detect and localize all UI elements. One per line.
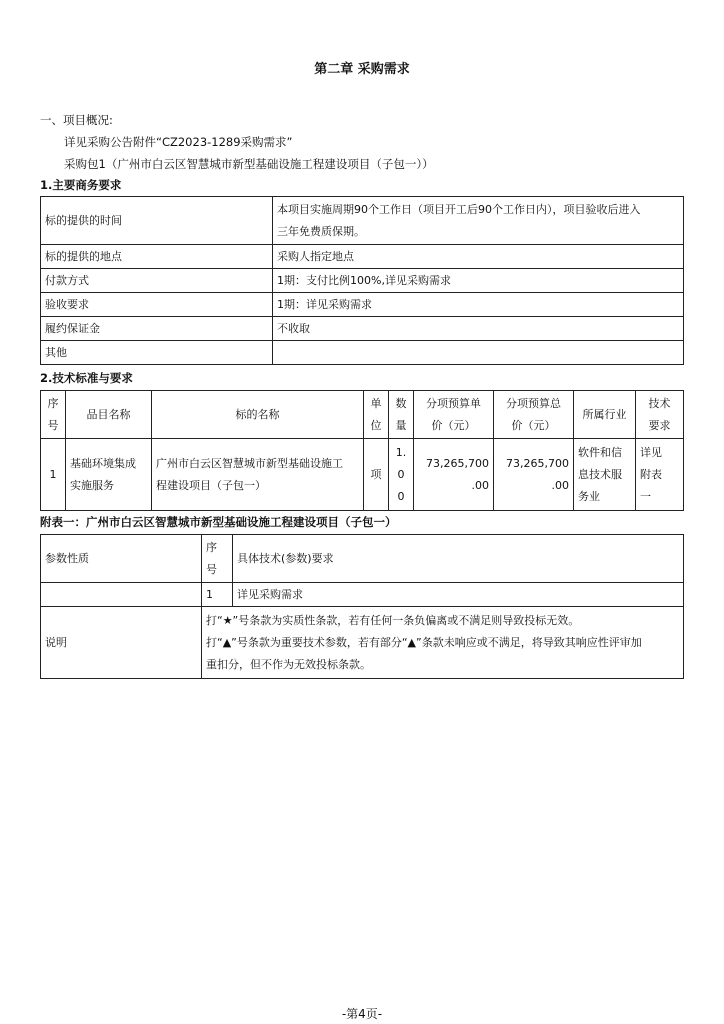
header-no bbox=[202, 535, 233, 583]
tech-heading: 2.技术标准与要求 bbox=[40, 371, 133, 385]
cell-text: 务业 bbox=[578, 489, 600, 503]
table-cell-value bbox=[273, 341, 684, 365]
cell-name bbox=[152, 439, 364, 511]
cell-no: 1 bbox=[202, 583, 233, 607]
note-line: 打“▲”号条款为重要技术参数，若有部分“▲”条款未响应或不满足，将导致其响应性评审加 bbox=[206, 635, 642, 649]
table-cell-label: 验收要求 bbox=[41, 293, 273, 317]
cell-note-label: 说明 bbox=[41, 607, 202, 679]
cell-text: 1. bbox=[395, 445, 407, 459]
cell-text: 基础环境集成 bbox=[70, 456, 136, 470]
cell-text: 一 bbox=[640, 489, 651, 503]
value-line: 本项目实施周期90个工作日（项目开工后90个工作日内），项目验收后进入 bbox=[277, 202, 641, 216]
value-line: 三年免费质保期。 bbox=[277, 224, 365, 238]
table-row bbox=[41, 607, 684, 679]
table-row bbox=[41, 269, 684, 293]
header-unit-price bbox=[414, 391, 494, 439]
table-row bbox=[41, 245, 684, 269]
overview-line-1: 详见采购公告附件“CZ2023-1289采购需求” bbox=[64, 135, 293, 149]
table-cell-label: 标的提供的地点 bbox=[41, 245, 273, 269]
header-nature: 参数性质 bbox=[41, 535, 202, 583]
header-text: 序 bbox=[47, 396, 59, 410]
cell-note bbox=[202, 607, 684, 679]
table-cell-label: 履约保证金 bbox=[41, 317, 273, 341]
cell-text: 软件和信 bbox=[578, 445, 622, 459]
header-total bbox=[494, 391, 574, 439]
cell-text: 实施服务 bbox=[70, 478, 114, 492]
cell-industry bbox=[574, 439, 636, 511]
header-text: 号 bbox=[47, 418, 59, 432]
note-line: 打“★”号条款为实质性条款，若有任何一条负偏离或不满足则导致投标无效。 bbox=[206, 613, 580, 627]
header-text: 价（元） bbox=[431, 418, 476, 432]
table-cell-value: 1期：支付比例100%,详见采购需求 bbox=[273, 269, 684, 293]
header-spec: 具体技术(参数)要求 bbox=[233, 535, 684, 583]
note-line: 重扣分，但不作为无效投标条款。 bbox=[206, 657, 371, 671]
cell-unit-price bbox=[414, 439, 494, 511]
table-cell-label: 标的提供的时间 bbox=[41, 197, 273, 245]
header-text: 价（元） bbox=[511, 418, 556, 432]
overview-heading: 一、项目概况: bbox=[40, 113, 113, 127]
table-row bbox=[41, 583, 684, 607]
cell-spec: 详见采购需求 bbox=[233, 583, 684, 607]
header-text: 序 bbox=[206, 540, 217, 554]
cell-text: .00 bbox=[471, 478, 489, 492]
table-cell-value: 不收取 bbox=[273, 317, 684, 341]
business-table bbox=[40, 196, 684, 365]
header-text: 技术 bbox=[648, 396, 671, 410]
tech-table bbox=[40, 390, 684, 511]
header-text: 位 bbox=[370, 418, 382, 432]
table-header-row bbox=[41, 535, 684, 583]
header-text: 单 bbox=[370, 396, 382, 410]
header-qty bbox=[389, 391, 414, 439]
table-row bbox=[41, 197, 684, 245]
page-title: 第二章 采购需求 bbox=[314, 62, 410, 77]
cell-text: 73,265,700 bbox=[426, 456, 489, 470]
header-text: 号 bbox=[206, 562, 217, 576]
table-cell-value bbox=[273, 197, 684, 245]
table-cell-value: 采购人指定地点 bbox=[273, 245, 684, 269]
cell-text: 附表 bbox=[640, 467, 662, 481]
header-text: 分项预算总 bbox=[506, 396, 561, 410]
cell-nature bbox=[41, 583, 202, 607]
cell-text: 广州市白云区智慧城市新型基础设施工 bbox=[156, 456, 343, 470]
cell-text: 0 bbox=[397, 489, 405, 503]
page-number: -第4页- bbox=[341, 1007, 383, 1021]
appendix-table bbox=[40, 534, 684, 679]
header-req bbox=[636, 391, 684, 439]
overview-line-2: 采购包1（广州市白云区智慧城市新型基础设施工程建设项目（子包一）） bbox=[64, 157, 434, 171]
cell-req bbox=[636, 439, 684, 511]
cell-item bbox=[66, 439, 152, 511]
cell-text: 0 bbox=[397, 467, 405, 481]
cell-text: .00 bbox=[551, 478, 569, 492]
header-text: 分项预算单 bbox=[426, 396, 481, 410]
table-header-row bbox=[41, 391, 684, 439]
business-heading: 1.主要商务要求 bbox=[40, 178, 122, 192]
cell-text: 程建设项目（子包一） bbox=[156, 478, 266, 492]
table-cell-label: 付款方式 bbox=[41, 269, 273, 293]
appendix-heading: 附表一：广州市白云区智慧城市新型基础设施工程建设项目（子包一） bbox=[40, 515, 397, 529]
table-cell-label: 其他 bbox=[41, 341, 273, 365]
cell-no: 1 bbox=[41, 439, 66, 511]
header-industry: 所属行业 bbox=[574, 391, 636, 439]
header-unit bbox=[364, 391, 389, 439]
table-cell-value: 1期：详见采购需求 bbox=[273, 293, 684, 317]
header-no bbox=[41, 391, 66, 439]
table-row bbox=[41, 293, 684, 317]
table-row bbox=[41, 341, 684, 365]
header-name: 标的名称 bbox=[152, 391, 364, 439]
cell-total bbox=[494, 439, 574, 511]
header-text: 要求 bbox=[648, 418, 671, 432]
cell-text: 息技术服 bbox=[578, 467, 622, 481]
header-item: 品目名称 bbox=[66, 391, 152, 439]
cell-qty bbox=[389, 439, 414, 511]
cell-text: 73,265,700 bbox=[506, 456, 569, 470]
header-text: 数 bbox=[395, 396, 407, 410]
table-row bbox=[41, 439, 684, 511]
cell-text: 详见 bbox=[640, 445, 662, 459]
header-text: 量 bbox=[395, 418, 407, 432]
table-row bbox=[41, 317, 684, 341]
cell-unit: 项 bbox=[364, 439, 389, 511]
